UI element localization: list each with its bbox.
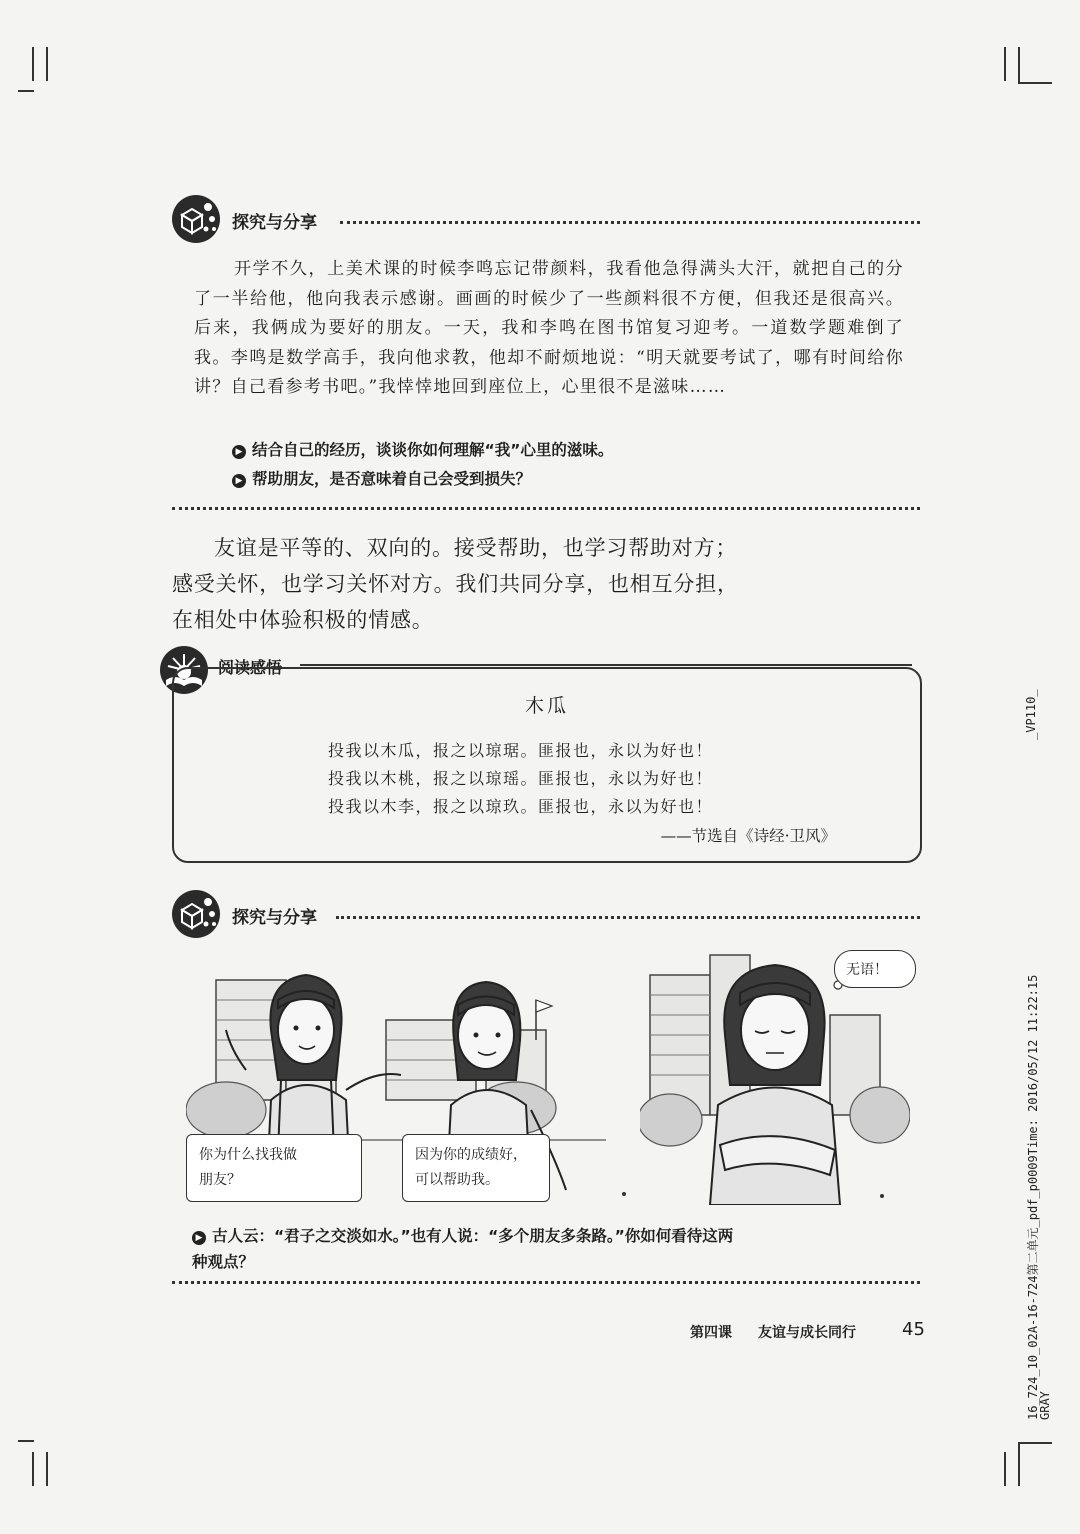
bubble-line: 因为你的成绩好，	[415, 1147, 527, 1163]
question-text: 古人云：“君子之交淡如水。”也有人说：“多个朋友多条路。”你如何看待这两	[212, 1227, 734, 1245]
crop-mark	[1018, 47, 1020, 83]
cube-icon	[172, 890, 220, 938]
dot-mark	[880, 1194, 884, 1198]
main-text-line: 感受关怀，也学习关怀对方。我们共同分享，也相互分担，	[172, 572, 739, 596]
speech-bubble-1	[186, 1134, 362, 1202]
reading-rule	[300, 664, 912, 666]
main-text-line: 在相处中体验积极的情感。	[172, 608, 434, 632]
bubble-line: 朋友？	[199, 1172, 241, 1188]
crop-mark	[46, 47, 48, 81]
thought-text: 无语！	[846, 962, 888, 978]
crop-mark	[18, 1440, 34, 1442]
crop-mark	[1018, 82, 1052, 84]
arrow-icon: ▶	[232, 474, 246, 488]
explore-share-header	[172, 890, 922, 938]
crop-mark	[18, 90, 34, 92]
poem-line: 投我以木瓜，报之以琼琚。匪报也，永以为好也！	[328, 741, 714, 760]
arrow-icon: ▶	[192, 1231, 206, 1245]
question-text: 种观点？	[192, 1253, 255, 1271]
arrow-icon: ▶	[232, 445, 246, 459]
crop-mark	[32, 1452, 34, 1486]
section-title: 探究与分享	[232, 213, 317, 233]
dotted-rule	[172, 1281, 920, 1284]
story-paragraph	[194, 255, 904, 403]
side-code: _VP110_	[1024, 689, 1038, 740]
crop-mark	[1004, 47, 1006, 81]
story-text: 开学不久，上美术课的时候李鸣忘记带颜料，我看他急得满头大汗，就把自己的分了一半给他，他向我表示感谢。画画的时候少了一些颜料很不方便，但我还是很高兴。后来，我俩成为要好的朋友。一天，我和李鸣在图书馆复习迎考。一道数学题难倒了我。李鸣是数学高手，我向他求教，他却不耐烦地说：“明天就要考试了，哪有时间给你讲？自己看参考书吧。”我悻悻地回到座位上，心里很不是滋味……	[194, 259, 904, 397]
main-text	[172, 530, 739, 638]
dotted-rule	[340, 221, 920, 224]
dotted-rule	[336, 916, 920, 919]
page-number: 45	[902, 1319, 925, 1340]
footer-lesson-title: 友谊与成长同行	[758, 1325, 856, 1341]
speech-bubble-2	[402, 1134, 550, 1202]
question-2	[232, 467, 531, 489]
crop-mark	[1004, 1452, 1006, 1486]
question-text: 帮助朋友，是否意味着自己会受到损失？	[252, 470, 532, 488]
cube-icon	[172, 195, 220, 243]
poem-title: 木瓜	[524, 695, 569, 717]
explore-share-header	[172, 195, 922, 243]
dot-mark	[622, 1192, 626, 1196]
poem-box	[172, 667, 922, 863]
dotted-rule	[172, 507, 920, 510]
crop-mark	[1018, 1442, 1020, 1486]
question-text: 结合自己的经历，谈谈你如何理解“我”心里的滋味。	[252, 441, 614, 459]
side-file-info: 16_724_10_02A-16-724第二单元_pdf_p0009Time: 2016/05/12 11:22:15	[1026, 974, 1040, 1420]
main-text-line: 友谊是平等的、双向的。接受帮助，也学习帮助对方；	[214, 536, 738, 560]
question-1	[232, 438, 613, 460]
poem-source: ——节选自《诗经·卫风》	[660, 827, 836, 845]
section-title: 探究与分享	[232, 908, 317, 928]
crop-mark	[46, 1452, 48, 1486]
footer-lesson: 第四课	[690, 1325, 732, 1341]
reading-title: 阅读感悟	[218, 658, 283, 677]
side-gray: GRAY	[1038, 1391, 1052, 1420]
bubble-line: 你为什么找我做	[199, 1147, 297, 1163]
crop-mark	[1018, 1442, 1052, 1444]
question-3-cont	[192, 1250, 254, 1272]
poem-line: 投我以木桃，报之以琼瑶。匪报也，永以为好也！	[328, 769, 714, 788]
bubble-line: 可以帮助我。	[415, 1172, 499, 1188]
poem-line: 投我以木李，报之以琼玖。匪报也，永以为好也！	[328, 797, 714, 816]
question-3	[192, 1224, 733, 1246]
crop-mark	[32, 47, 34, 81]
